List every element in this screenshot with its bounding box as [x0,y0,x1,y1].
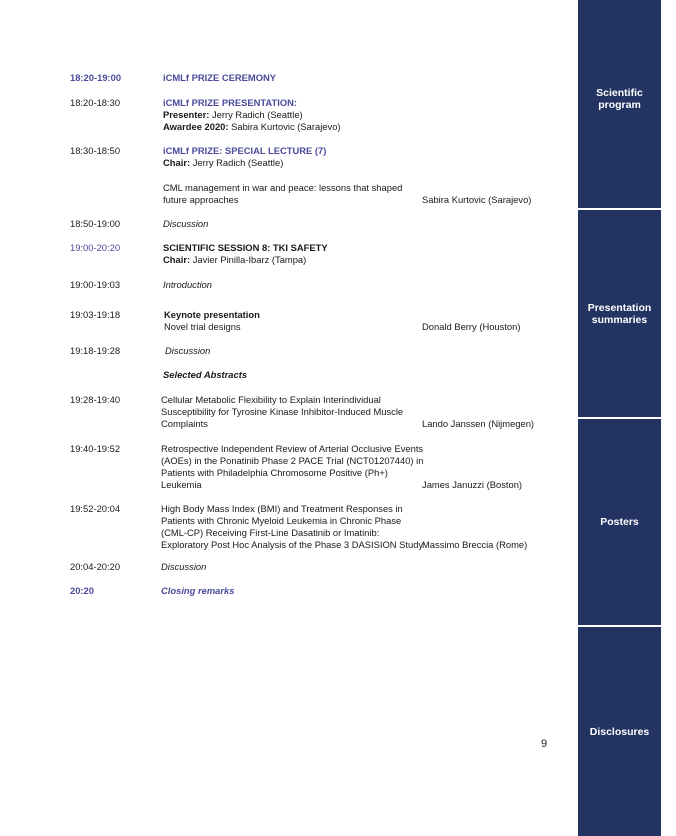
abstract-title: Patients with Philadelphia Chromosome Positive (Ph+) [161,467,388,478]
discussion-label: Discussion [161,561,207,572]
tab-label: Presentation [587,301,652,314]
session-title: iCMLf PRIZE: SPECIAL LECTURE (7) [163,145,327,156]
keynote-title: Keynote presentation [164,309,260,320]
abstract-title: Susceptibility for Tyrosine Kinase Inhibitor-Induced Muscle [161,406,404,417]
time-slot: 18:20-19:00 [70,72,122,83]
chair-name: Jerry Radich (Seattle) [190,157,284,168]
introduction-label: Introduction [163,279,212,290]
time-slot: 19:52-20:04 [70,503,121,514]
section-heading: Selected Abstracts [163,369,248,380]
abstract-title: Patients with Chronic Myeloid Leukemia in Chronic Phase [161,515,402,526]
tab-label: program [598,99,641,111]
tab-label: summaries [591,313,648,326]
page-number: 9 [541,738,548,750]
session-title: iCMLf PRIZE CEREMONY [163,72,277,83]
time-slot: 19:18-19:28 [70,345,121,356]
time-slot: 20:04-20:20 [70,561,121,572]
time-slot: 19:00-19:03 [70,279,121,290]
awardee-name: Sabira Kurtovic (Sarajevo) [228,121,341,132]
lecture-title: future approaches [163,194,239,205]
presenter-name: Jerry Radich (Seattle) [209,109,303,120]
time-slot: 18:30-18:50 [70,145,121,156]
presenter-label: Presenter: [163,109,210,120]
tab-posters[interactable] [578,419,661,625]
keynote-subtitle: Novel trial designs [164,321,241,332]
time-slot: 19:28-19:40 [70,394,121,405]
speaker-name: Massimo Breccia (Rome) [422,539,528,550]
time-slot: 20:20 [70,585,94,596]
discussion-label: Discussion [163,218,209,229]
chair-name: Javier Pinilla-Ibarz (Tampa) [190,254,307,265]
time-slot: 19:03-19:18 [70,309,121,320]
speaker-name: Lando Janssen (Nijmegen) [422,418,535,429]
tab-presentation-summaries[interactable] [578,210,661,417]
discussion-label: Discussion [165,345,211,356]
tab-label: Disclosures [589,725,650,738]
abstract-title: Cellular Metabolic Flexibility to Explain Interindividual [161,394,381,405]
abstract-title: (CML-CP) Receiving First-Line Dasatinib or Imatinib: [161,527,380,538]
section-sidebar [578,0,661,836]
speaker-name: Donald Berry (Houston) [422,321,521,332]
abstract-title: Complaints [161,418,208,429]
lecture-title: CML management in war and peace: lessons that shaped [163,182,403,193]
time-slot: 19:40-19:52 [70,443,121,454]
tab-label: Posters [600,516,639,528]
speaker-name: Sabira Kurtovic (Sarajevo) [422,194,532,205]
tab-label: Scientific [596,87,643,99]
abstract-title: Exploratory Post Hoc Analysis of the Phase 3 DASISION Study [161,539,424,550]
closing-remarks-label: Closing remarks [161,585,235,596]
abstract-title: Leukemia [161,479,202,490]
awardee-label: Awardee 2020: [163,121,229,132]
speaker-name: James Januzzi (Boston) [422,479,523,490]
abstract-title: High Body Mass Index (BMI) and Treatment Responses in [161,503,403,514]
tab-disclosures[interactable] [578,627,661,836]
abstract-title: Retrospective Independent Review of Arterial Occlusive Events [161,443,424,454]
session-title: iCMLf PRIZE PRESENTATION: [163,97,298,108]
session-title: SCIENTIFIC SESSION 8: TKI SAFETY [163,242,328,253]
chair-label: Chair: [163,157,191,168]
tab-scientific-program[interactable] [578,0,661,208]
time-slot: 19:00-20:20 [70,242,121,253]
time-slot: 18:20-18:30 [70,97,121,108]
abstract-title: (AOEs) in the Ponatinib Phase 2 PACE Trial (NCT01207440) in [161,455,424,466]
time-slot: 18:50-19:00 [70,218,121,229]
chair-label: Chair: [163,254,191,265]
